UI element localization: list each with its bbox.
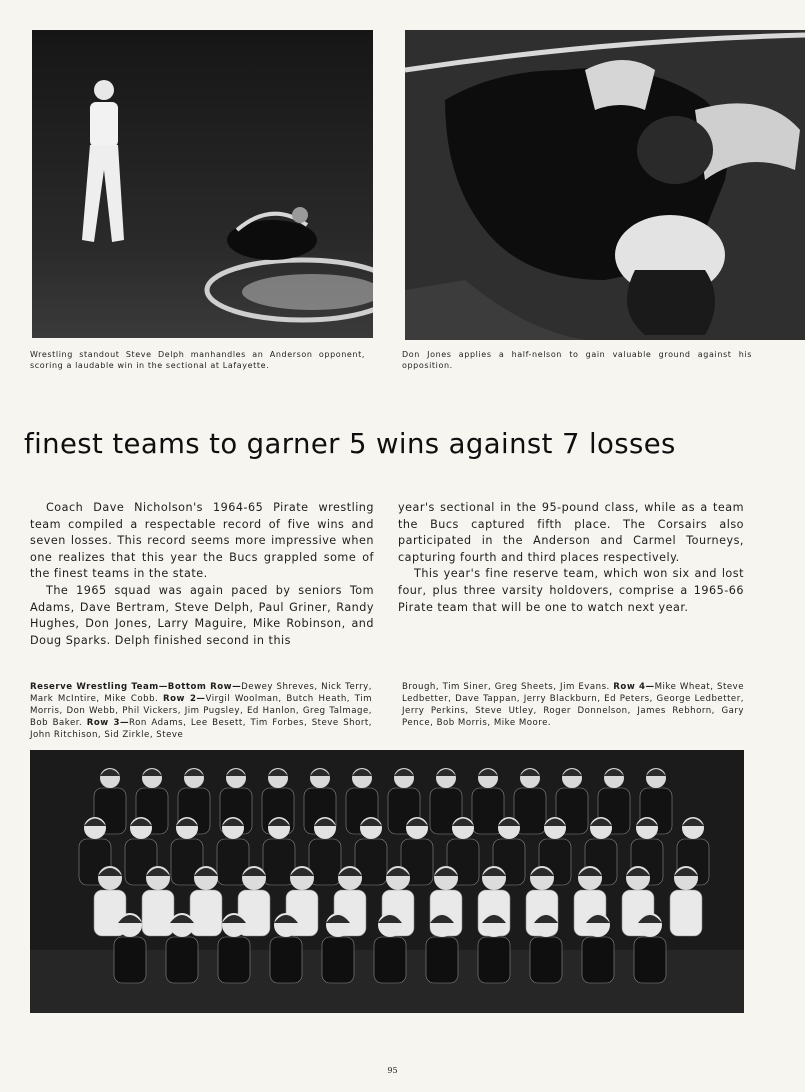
reserve-team-photo bbox=[30, 750, 744, 1013]
article-paragraph: This year's fine reserve team, which won six and lost four, plus three varsity holdovers, comprise a 1965-66 Pirate team that will be one to watch next year. bbox=[398, 567, 744, 614]
team-member-figure bbox=[478, 913, 510, 983]
article-paragraph: Coach Dave Nicholson's 1964-65 Pirate wrestling team compiled a respectable record of five wins and seven losses. This record seems more impressive when one realizes that this year the Bucs grappled some of the finest teams in the state. bbox=[30, 501, 374, 581]
article-paragraph: year's sectional in the 95-pound class, while as a team the Bucs captured fifth place. The Corsairs also participated in the Anderson and Carmel Tourneys, capturing fourth and third places respectively. bbox=[398, 501, 744, 564]
roster-row4-label: Row 4— bbox=[613, 682, 655, 692]
team-member-figure bbox=[582, 913, 614, 983]
page-number: 95 bbox=[387, 1066, 398, 1075]
team-member-figure bbox=[530, 913, 562, 983]
roster-row3-part1: Ron Adams, Lee Besett, Tim Forbes, Steve Short, John Ritchison, Sid Zirkle, Steve bbox=[30, 718, 372, 740]
team-member-figure bbox=[322, 913, 354, 983]
roster-heading: Reserve Wrestling Team—Bottom Row— bbox=[30, 682, 242, 692]
team-member-figure bbox=[190, 866, 222, 936]
roster-column-left bbox=[30, 681, 372, 741]
reserve-team-image bbox=[30, 750, 744, 1013]
roster-column-right bbox=[402, 681, 744, 729]
wrestling-sectional-image bbox=[32, 30, 373, 338]
team-member-figure bbox=[218, 913, 250, 983]
half-nelson-image bbox=[405, 30, 805, 340]
team-member-figure bbox=[634, 913, 666, 983]
wrestling-sectional-photo bbox=[32, 30, 373, 338]
roster-row3-part2: Brough, Tim Siner, Greg Sheets, Jim Evans. bbox=[402, 682, 610, 692]
roster-row2-label: Row 2— bbox=[163, 694, 206, 704]
half-nelson-photo bbox=[405, 30, 805, 340]
team-member-figure bbox=[426, 913, 458, 983]
article-paragraph: The 1965 squad was again paced by seniors Tom Adams, Dave Bertram, Steve Delph, Paul Griner, Randy Hughes, Don Jones, Larry Maguire, Mike Robinson, and Doug Sparks. Delph finished second in this bbox=[30, 583, 374, 647]
team-member-figure bbox=[374, 913, 406, 983]
article-column-right bbox=[398, 500, 744, 616]
team-member-figure bbox=[114, 913, 146, 983]
roster-row2: Virgil Woolman, Butch Heath, Tim Morris, Don Webb, Phil Vickers, Jim Pugsley, Ed Hanlon, Greg Talmage, Bob Baker. bbox=[30, 694, 372, 728]
photo-caption-jones: Don Jones applies a half-nelson to gain valuable ground against his opposition. bbox=[402, 350, 752, 370]
article-headline: finest teams to garner 5 wins against 7 losses bbox=[24, 428, 676, 460]
article-column-left bbox=[30, 500, 374, 649]
roster-row4: Mike Wheat, Steve Ledbetter, Dave Tappan, Jerry Blackburn, Ed Peters, George Ledbetter, Jerry Perkins, Steve Utley, Roger Donnelson, James Rebhorn, Gary Pence, Bob Morris, Mike Moore. bbox=[402, 682, 744, 728]
team-member-figure bbox=[270, 913, 302, 983]
team-member-figure bbox=[166, 913, 198, 983]
team-member-figure bbox=[670, 866, 702, 936]
team-member-figure bbox=[142, 866, 174, 936]
photo-caption-delph: Wrestling standout Steve Delph manhandles an Anderson opponent, scoring a laudable win in the sectional at Lafayette. bbox=[30, 350, 365, 370]
roster-bottom-row: Dewey Shreves, Nick Terry, Mark McIntire, Mike Cobb. bbox=[30, 682, 372, 704]
roster-row3-label: Row 3— bbox=[86, 718, 130, 728]
